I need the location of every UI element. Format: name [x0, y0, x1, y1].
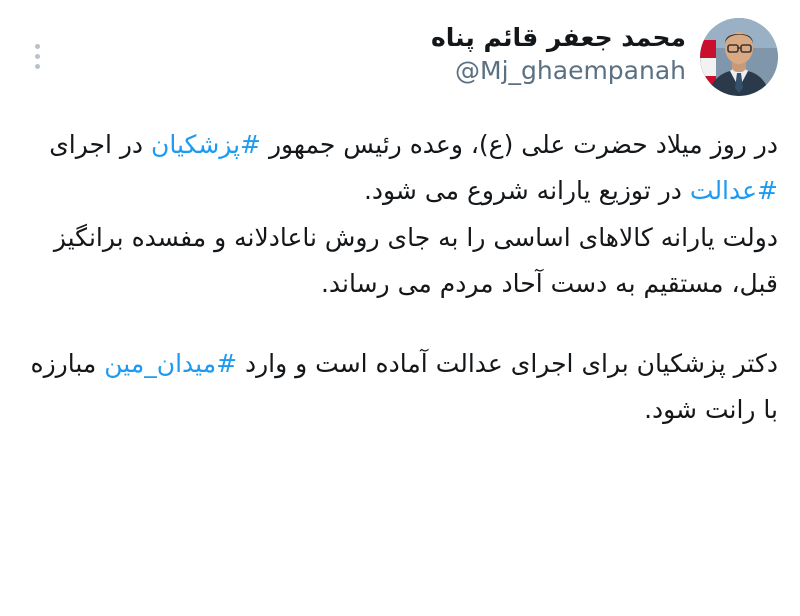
tweet-paragraph-1	[22, 122, 778, 215]
hashtag-pezeshkian[interactable]: #پزشکیان	[151, 130, 261, 159]
tweet-paragraph-2	[22, 215, 778, 308]
tweet-body	[22, 122, 778, 434]
avatar-photo-icon	[700, 18, 778, 96]
paragraph1-segment-3: در توزیع یارانه شروع می شود.	[363, 176, 690, 206]
paragraph2-segment-1: دولت یارانه کالاهای اساسی را به جای روش ناعادلانه و مفسده برانگیز قبل، مستقیم به دست آحاد مردم می رساند.	[53, 222, 778, 298]
paragraph3-segment-2: مبارزه با رانت شود.	[30, 349, 778, 425]
paragraph1-segment-2: در اجرای	[49, 130, 152, 159]
tweet-paragraph-3	[22, 341, 778, 434]
dot	[35, 64, 40, 69]
dot	[35, 54, 40, 59]
paragraph-spacer	[22, 307, 778, 341]
author-handle[interactable]: @Mj_ghaempanah	[455, 56, 686, 86]
author-display-name[interactable]: محمد جعفر قائم پناه	[431, 23, 686, 52]
paragraph1-segment-1: در روز میلاد حضرت علی (ع)، وعده رئیس جمهور	[261, 130, 778, 159]
hashtag-edalat[interactable]: #عدالت	[689, 176, 778, 206]
paragraph3-segment-1: دکتر پزشکیان برای اجرای عدالت آماده است و وارد	[237, 349, 778, 378]
tweet-header	[22, 18, 778, 96]
hashtag-meydan-mine[interactable]: #میدان_مین	[104, 349, 238, 378]
dot	[35, 44, 40, 49]
author-names	[431, 18, 686, 88]
avatar[interactable]	[700, 18, 778, 96]
more-options-dots-icon[interactable]	[34, 44, 40, 69]
